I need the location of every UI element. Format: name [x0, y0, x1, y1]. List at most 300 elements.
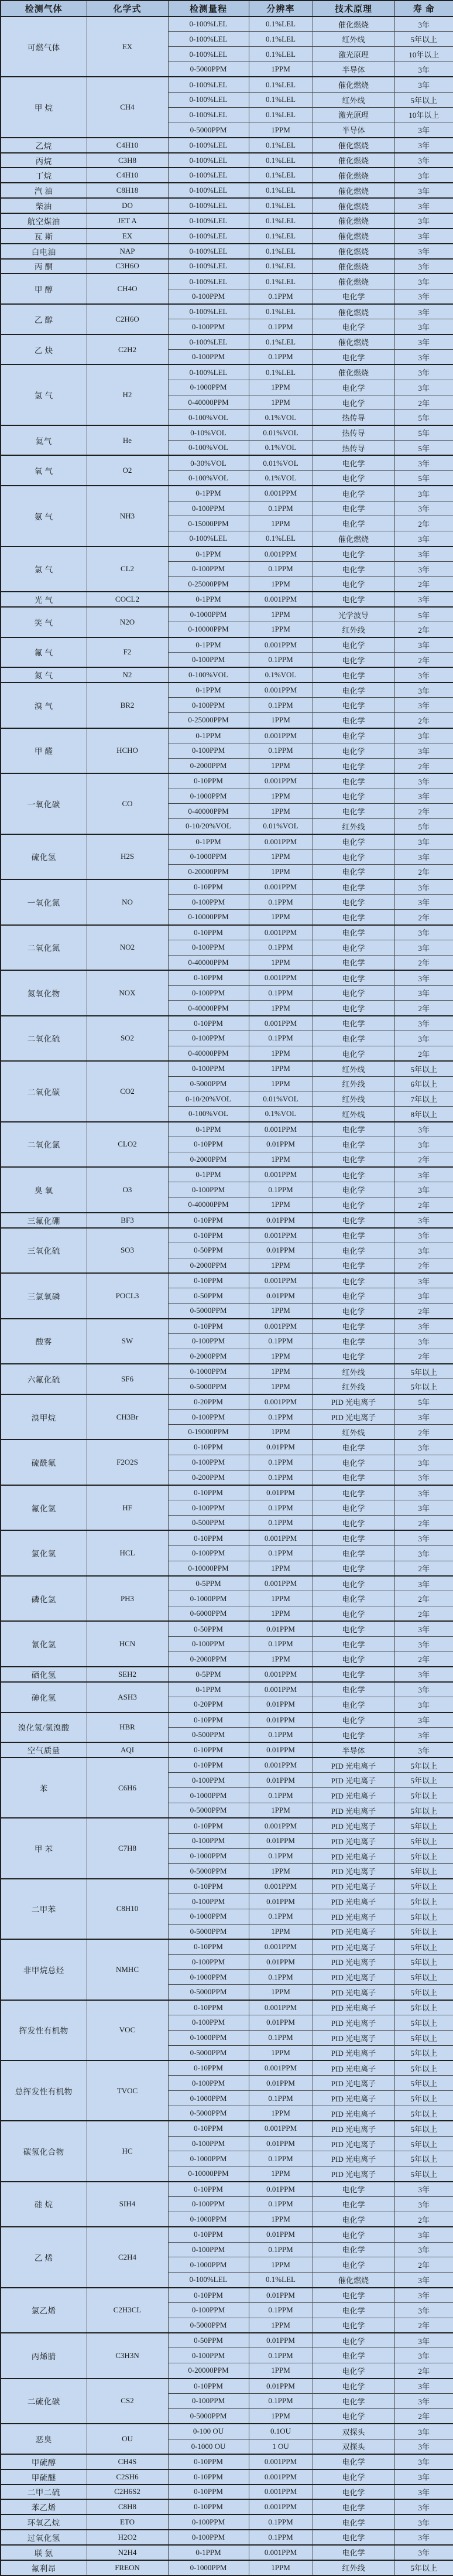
principle-cell: 红外线 [313, 1364, 394, 1379]
principle-cell: 电化学 [313, 1682, 394, 1697]
formula-cell: O3 [87, 1167, 168, 1213]
principle-cell: 电化学 [313, 2379, 394, 2394]
resolution-cell: 1PPM [249, 910, 313, 925]
life-cell: 5年以上 [394, 2015, 453, 2030]
range-cell: 0-500PPM [168, 1516, 249, 1531]
life-cell: 3年 [394, 455, 453, 470]
resolution-cell: 0.1PPM [249, 2030, 313, 2045]
resolution-cell: 0.1PPM [249, 1470, 313, 1485]
range-cell: 0-100PPM [168, 940, 249, 955]
principle-cell: 电化学 [313, 1652, 394, 1667]
formula-cell: CO [87, 773, 168, 834]
principle-cell: 电化学 [313, 576, 394, 592]
gas-name-cell: 苯 [1, 1758, 87, 1818]
resolution-cell: 0.001PPM [249, 1939, 313, 1954]
gas-name-cell: 非甲烷总烃 [1, 1939, 87, 2000]
life-cell: 3年 [394, 698, 453, 713]
table-row [1, 153, 453, 168]
resolution-cell: 0.001PPM [249, 1394, 313, 1410]
principle-cell: 电化学 [313, 2469, 394, 2485]
formula-cell: JET A [87, 213, 168, 228]
life-cell: 3年 [394, 2302, 453, 2318]
principle-cell: 电化学 [313, 637, 394, 653]
range-cell: 0-100%VOL [168, 1107, 249, 1122]
range-cell: 0-1PPM [168, 728, 249, 743]
gas-name-cell: 氧 气 [1, 455, 87, 486]
resolution-cell: 0.001PPM [249, 1016, 313, 1031]
range-cell: 0-10PPM [168, 1137, 249, 1152]
resolution-cell: 0.1%LEL [249, 335, 313, 350]
life-cell: 2年 [394, 1516, 453, 1531]
resolution-cell: 0.1PPM [249, 895, 313, 910]
gas-name-cell: 柴油 [1, 198, 87, 213]
range-cell: 0-100PPM [168, 2393, 249, 2408]
life-cell: 3年 [394, 773, 453, 789]
life-cell: 5年以上 [394, 1364, 453, 1379]
table-row [1, 1818, 453, 1833]
gas-name-cell: 三氯氧磷 [1, 1273, 87, 1319]
principle-cell: PID 光电离子 [313, 1879, 394, 1894]
col-header-range: 检测量程 [168, 1, 249, 16]
principle-cell: 激光原理 [313, 47, 394, 62]
formula-cell: CH3Br [87, 1394, 168, 1440]
range-cell: 0-1000PPM [168, 2257, 249, 2273]
gas-name-cell: 甲 醛 [1, 728, 87, 774]
range-cell: 0-10PPM [168, 2499, 249, 2514]
life-cell: 5年 [394, 1394, 453, 1410]
life-cell: 3年 [394, 274, 453, 289]
life-cell: 5年 [394, 441, 453, 456]
resolution-cell: 0.1PPM [249, 1182, 313, 1197]
resolution-cell: 1PPM [249, 2560, 313, 2575]
range-cell: 0-1000PPM [168, 380, 249, 395]
range-cell: 0-100%VOL [168, 410, 249, 425]
gas-name-cell: 磷化氢 [1, 1576, 87, 1622]
range-cell: 0-100%LEL [168, 304, 249, 319]
range-cell: 0-5000PPM [168, 2045, 249, 2060]
life-cell: 5年以上 [394, 1833, 453, 1848]
resolution-cell: 1PPM [249, 2318, 313, 2333]
gas-name-cell: 氯化氢 [1, 1530, 87, 1576]
life-cell: 3年 [394, 1410, 453, 1425]
range-cell: 0-100PPM [168, 743, 249, 759]
gas-name-cell: 恶臭 [1, 2424, 87, 2454]
principle-cell: 电化学 [313, 1727, 394, 1742]
resolution-cell: 1PPM [249, 1349, 313, 1364]
resolution-cell: 0.1PPM [249, 1500, 313, 1516]
resolution-cell: 0.001PPM [249, 728, 313, 743]
principle-cell: 电化学 [313, 758, 394, 773]
range-cell: 0-100%LEL [168, 92, 249, 107]
principle-cell: 红外线 [313, 92, 394, 107]
principle-cell: PID 光电离子 [313, 1410, 394, 1425]
principle-cell: 电化学 [313, 698, 394, 713]
principle-cell: 电化学 [313, 985, 394, 1001]
principle-cell: 催化燃烧 [313, 138, 394, 153]
gas-name-cell: 甲硫醇 [1, 2454, 87, 2469]
range-cell: 0-10PPM [168, 1758, 249, 1773]
range-cell: 0-100PPM [168, 1455, 249, 1470]
principle-cell: 电化学 [313, 849, 394, 864]
life-cell: 3年 [394, 501, 453, 516]
range-cell: 0-100PPM [168, 2136, 249, 2151]
life-cell: 3年 [394, 244, 453, 259]
principle-cell: 电化学 [313, 834, 394, 849]
formula-cell: CH4S [87, 2454, 168, 2469]
life-cell: 6年以上 [394, 1076, 453, 1091]
resolution-cell: 0.01PPM [249, 1485, 313, 1500]
resolution-cell: 0.1PPM [249, 652, 313, 667]
range-cell: 0-100PPM [168, 2015, 249, 2030]
range-cell: 0-1PPM [168, 1682, 249, 1697]
principle-cell: 电化学 [313, 1122, 394, 1137]
principle-cell: 电化学 [313, 1576, 394, 1591]
resolution-cell: 0.1PPM [249, 2197, 313, 2212]
range-cell: 0-100PPM [168, 1410, 249, 1425]
range-cell: 0-50PPM [168, 1621, 249, 1636]
life-cell: 5年以上 [394, 1803, 453, 1818]
table-row [1, 1439, 453, 1455]
resolution-cell: 0.1%LEL [249, 153, 313, 168]
gas-name-cell: 空气质量 [1, 1742, 87, 1758]
formula-cell: EX [87, 228, 168, 244]
principle-cell: PID 光电离子 [313, 2076, 394, 2091]
life-cell: 3年 [394, 1697, 453, 1712]
principle-cell: 电化学 [313, 1288, 394, 1304]
range-cell: 0-10000PPM [168, 910, 249, 925]
range-cell: 0-10PPM [168, 2379, 249, 2394]
resolution-cell: 0.001PPM [249, 2499, 313, 2514]
resolution-cell: 0.001PPM [249, 2000, 313, 2015]
table-row [1, 2485, 453, 2500]
table-row [1, 2379, 453, 2394]
life-cell: 3年 [394, 789, 453, 804]
gas-name-cell: 氟 气 [1, 637, 87, 668]
resolution-cell: 0.001PPM [249, 683, 313, 698]
principle-cell: PID 光电离子 [313, 1954, 394, 1970]
table-row [1, 2227, 453, 2242]
life-cell: 2年 [394, 713, 453, 728]
principle-cell: PID 光电离子 [313, 1924, 394, 1939]
life-cell: 2年 [394, 758, 453, 773]
range-cell: 0-1000PPM [168, 1909, 249, 1924]
range-cell: 0-1000PPM [168, 849, 249, 864]
principle-cell: 电化学 [313, 652, 394, 667]
range-cell: 0-100PPM [168, 1545, 249, 1561]
life-cell: 5年以上 [394, 2045, 453, 2060]
range-cell: 0-1PPM [168, 592, 249, 607]
life-cell: 3年 [394, 1727, 453, 1742]
resolution-cell: 0.1PPM [249, 1727, 313, 1742]
life-cell: 3年 [394, 198, 453, 213]
resolution-cell: 0.1%LEL [249, 244, 313, 259]
table-row [1, 16, 453, 32]
gas-name-cell: 乙烷 [1, 138, 87, 153]
formula-cell: CO2 [87, 1061, 168, 1121]
principle-cell: 电化学 [313, 879, 394, 895]
range-cell: 0-10PPM [168, 1742, 249, 1758]
life-cell: 3年 [394, 1031, 453, 1046]
formula-cell: NO2 [87, 925, 168, 971]
formula-cell: BF3 [87, 1213, 168, 1228]
principle-cell: PID 光电离子 [313, 1803, 394, 1818]
life-cell: 2年 [394, 1591, 453, 1606]
principle-cell: 电化学 [313, 2393, 394, 2408]
range-cell: 0-1000 OU [168, 2439, 249, 2454]
formula-cell: HCN [87, 1621, 168, 1667]
principle-cell: 电化学 [313, 1016, 394, 1031]
resolution-cell: 0.001PPM [249, 2121, 313, 2136]
range-cell: 0-5PPM [168, 1576, 249, 1591]
range-cell: 0-10PPM [168, 1485, 249, 1500]
resolution-cell: 0.001PPM [249, 834, 313, 849]
principle-cell: 电化学 [313, 1636, 394, 1652]
life-cell: 5年以上 [394, 1818, 453, 1833]
principle-cell: 电化学 [313, 1031, 394, 1046]
resolution-cell: 0.1PPM [249, 561, 313, 576]
table-row [1, 2121, 453, 2136]
principle-cell: PID 光电离子 [313, 2091, 394, 2106]
table-row [1, 773, 453, 789]
life-cell: 5年以上 [394, 1758, 453, 1773]
resolution-cell: 1PPM [249, 2106, 313, 2121]
life-cell: 3年 [394, 2273, 453, 2288]
table-row [1, 1485, 453, 1500]
resolution-cell: 0.1PPM [249, 1909, 313, 1924]
range-cell: 0-10PPM [168, 1712, 249, 1728]
resolution-cell: 0.1PPM [249, 940, 313, 955]
resolution-cell: 0.1%LEL [249, 138, 313, 153]
principle-cell: 电化学 [313, 1167, 394, 1182]
life-cell: 3年 [394, 1742, 453, 1758]
resolution-cell: 0.001PPM [249, 1122, 313, 1137]
life-cell: 3年 [394, 289, 453, 304]
principle-cell: 电化学 [313, 1258, 394, 1273]
principle-cell: 电化学 [313, 1712, 394, 1728]
principle-cell: 电化学 [313, 970, 394, 985]
life-cell: 2年 [394, 2257, 453, 2273]
range-cell: 0-1000PPM [168, 1364, 249, 1379]
resolution-cell: 1PPM [249, 1606, 313, 1622]
header-row [1, 1, 453, 16]
range-cell: 0-10000PPM [168, 2166, 249, 2182]
range-cell: 0-5000PPM [168, 2106, 249, 2121]
principle-cell: 电化学 [313, 2333, 394, 2348]
range-cell: 0-100%LEL [168, 47, 249, 62]
table-row [1, 425, 453, 441]
principle-cell: 电化学 [313, 2545, 394, 2560]
principle-cell: 电化学 [313, 2227, 394, 2242]
resolution-cell: 0.1%LEL [249, 274, 313, 289]
life-cell: 3年 [394, 168, 453, 183]
principle-cell: 催化燃烧 [313, 213, 394, 228]
formula-cell: N2 [87, 667, 168, 683]
table-row [1, 1394, 453, 1410]
gas-name-cell: 乙 醇 [1, 304, 87, 335]
range-cell: 0-5000PPM [168, 1864, 249, 1879]
range-cell: 0-5PPM [168, 1667, 249, 1682]
gas-name-cell: 二氧化氮 [1, 925, 87, 971]
resolution-cell: 1PPM [249, 1258, 313, 1273]
table-row [1, 2000, 453, 2015]
range-cell: 0-1000PPM [168, 2560, 249, 2575]
life-cell: 3年 [394, 849, 453, 864]
gas-name-cell: 三氧化硫 [1, 1228, 87, 1274]
life-cell: 5年以上 [394, 2106, 453, 2121]
life-cell: 5年以上 [394, 2560, 453, 2575]
principle-cell: 电化学 [313, 1182, 394, 1197]
life-cell: 3年 [394, 1455, 453, 1470]
table-row [1, 168, 453, 183]
life-cell: 3年 [394, 319, 453, 335]
life-cell: 3年 [394, 2530, 453, 2545]
principle-cell: 催化燃烧 [313, 228, 394, 244]
resolution-cell: 1PPM [249, 1379, 313, 1394]
formula-cell: C3H6O [87, 259, 168, 274]
life-cell: 2年 [394, 622, 453, 637]
formula-cell: He [87, 425, 168, 456]
gas-name-cell: 二硫化碳 [1, 2379, 87, 2424]
gas-name-cell: 酸雾 [1, 1319, 87, 1364]
range-cell: 0-50PPM [168, 1288, 249, 1304]
resolution-cell: 0.1%LEL [249, 259, 313, 274]
table-row [1, 2060, 453, 2076]
life-cell: 5年以上 [394, 1848, 453, 1864]
resolution-cell: 1PPM [249, 1864, 313, 1879]
resolution-cell: 0.1PPM [249, 2302, 313, 2318]
range-cell: 0-10PPM [168, 1273, 249, 1288]
principle-cell: 催化燃烧 [313, 153, 394, 168]
formula-cell: HC [87, 2121, 168, 2181]
life-cell: 10年以上 [394, 47, 453, 62]
principle-cell: 电化学 [313, 713, 394, 728]
table-row [1, 198, 453, 213]
principle-cell: 电化学 [313, 2514, 394, 2530]
life-cell: 5年以上 [394, 2091, 453, 2106]
range-cell: 0-100%VOL [168, 441, 249, 456]
principle-cell: 电化学 [313, 2408, 394, 2424]
life-cell: 5年以上 [394, 92, 453, 107]
resolution-cell: 1PPM [249, 607, 313, 622]
resolution-cell: 0.1PPM [249, 1455, 313, 1470]
principle-cell: 电化学 [313, 1500, 394, 1516]
resolution-cell: 1PPM [249, 1152, 313, 1167]
formula-cell: HCHO [87, 728, 168, 774]
principle-cell: PID 光电离子 [313, 2060, 394, 2076]
gas-name-cell: 二氧化硫 [1, 1016, 87, 1062]
formula-cell: EX [87, 16, 168, 77]
principle-cell: 电化学 [313, 910, 394, 925]
resolution-cell: 0.1%LEL [249, 16, 313, 32]
life-cell: 5年 [394, 819, 453, 834]
gas-name-cell: 硫化氢 [1, 834, 87, 880]
gas-name-cell: 二氧化氯 [1, 1122, 87, 1168]
life-cell: 3年 [394, 1576, 453, 1591]
resolution-cell: 0.01PPM [249, 2227, 313, 2242]
life-cell: 3年 [394, 940, 453, 955]
resolution-cell: 1PPM [249, 1652, 313, 1667]
life-cell: 2年 [394, 910, 453, 925]
principle-cell: 电化学 [313, 1152, 394, 1167]
life-cell: 2年 [394, 652, 453, 667]
principle-cell: 电化学 [313, 1591, 394, 1606]
range-cell: 0-100PPM [168, 698, 249, 713]
range-cell: 0-100%LEL [168, 183, 249, 198]
gas-name-cell: 碳氢化合物 [1, 2121, 87, 2181]
gas-name-cell: 溴化氢/氢溴酸 [1, 1712, 87, 1743]
range-cell: 0-5000PPM [168, 1985, 249, 2000]
gas-name-cell: 甲 醇 [1, 274, 87, 304]
principle-cell: 电化学 [313, 1349, 394, 1364]
range-cell: 0-30%VOL [168, 455, 249, 470]
life-cell: 8年以上 [394, 1107, 453, 1122]
principle-cell: 激光原理 [313, 107, 394, 122]
range-cell: 0-2000PPM [168, 758, 249, 773]
formula-cell: C2H3CL [87, 2288, 168, 2333]
life-cell: 5年 [394, 607, 453, 622]
range-cell: 0-1000PPM [168, 2151, 249, 2166]
range-cell: 0-100PPM [168, 2530, 249, 2545]
formula-cell: AQI [87, 1742, 168, 1758]
life-cell: 3年 [394, 637, 453, 653]
resolution-cell: 1PPM [249, 804, 313, 819]
resolution-cell: 1PPM [249, 789, 313, 804]
table-row [1, 1879, 453, 1894]
range-cell: 0-100%LEL [168, 259, 249, 274]
table-row [1, 1682, 453, 1697]
principle-cell: 电化学 [313, 2302, 394, 2318]
gas-name-cell: 联 氨 [1, 2545, 87, 2560]
resolution-cell: 0.01PPM [249, 1621, 313, 1636]
col-header-life: 寿 命 [394, 1, 453, 16]
range-cell: 0-100%LEL [168, 228, 249, 244]
principle-cell: PID 光电离子 [313, 1848, 394, 1864]
resolution-cell: 0.001PPM [249, 970, 313, 985]
gas-name-cell: 氯乙烯 [1, 2288, 87, 2333]
life-cell: 3年 [394, 1319, 453, 1334]
resolution-cell: 0.001PPM [249, 1530, 313, 1545]
gas-name-cell: 硫酰氟 [1, 1439, 87, 1485]
principle-cell: PID 光电离子 [313, 2121, 394, 2136]
gas-name-cell: 溴甲烷 [1, 1394, 87, 1440]
range-cell: 0-10PPM [168, 1439, 249, 1455]
life-cell: 2年 [394, 1424, 453, 1439]
table-row [1, 183, 453, 198]
principle-cell: 电化学 [313, 592, 394, 607]
principle-cell: 催化燃烧 [313, 183, 394, 198]
formula-cell: H2 [87, 364, 168, 425]
gas-name-cell: 二甲二硫 [1, 2485, 87, 2500]
range-cell: 0-200PPM [168, 1470, 249, 1485]
formula-cell: CLO2 [87, 1122, 168, 1168]
formula-cell: SO2 [87, 1016, 168, 1062]
table-row [1, 2182, 453, 2197]
life-cell: 3年 [394, 592, 453, 607]
range-cell: 0-100PPM [168, 1833, 249, 1848]
life-cell: 3年 [394, 2439, 453, 2454]
resolution-cell: 0.1%VOL [249, 1107, 313, 1122]
principle-cell: 电化学 [313, 1439, 394, 1455]
resolution-cell: 0.01PPM [249, 2379, 313, 2394]
table-row [1, 304, 453, 319]
formula-cell: C2SH6 [87, 2469, 168, 2485]
life-cell: 2年 [394, 2212, 453, 2227]
formula-cell: O2 [87, 455, 168, 486]
resolution-cell: 0.01PPM [249, 2288, 313, 2303]
resolution-cell: 0.1PPM [249, 2151, 313, 2166]
resolution-cell: 0.01PPM [249, 1954, 313, 1970]
life-cell: 5年以上 [394, 1879, 453, 1894]
